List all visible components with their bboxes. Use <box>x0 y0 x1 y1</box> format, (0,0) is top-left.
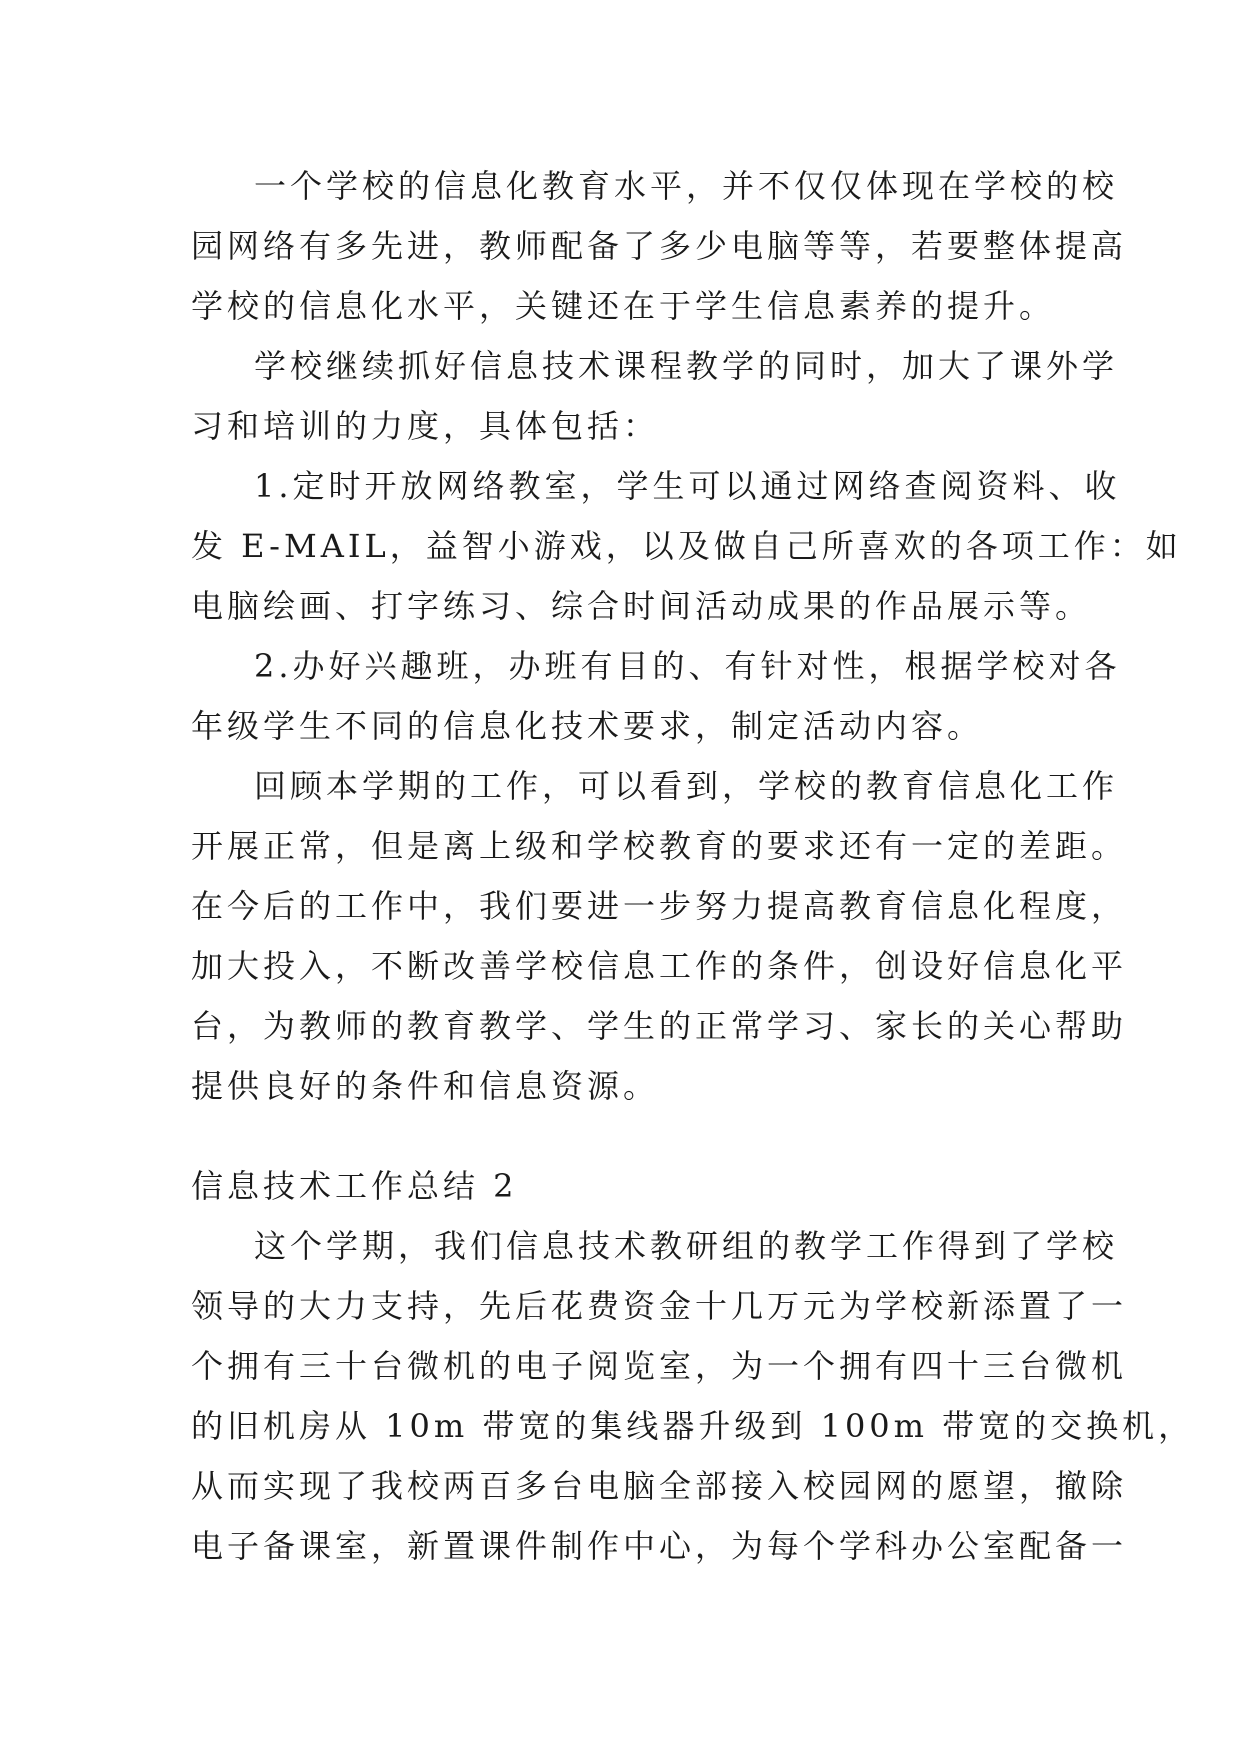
body-line: 从而实现了我校两百多台电脑全部接入校园网的愿望，撤除 <box>191 1467 1128 1505</box>
body-line: 提供良好的条件和信息资源。 <box>191 1067 660 1105</box>
body-line: 加大投入，不断改善学校信息工作的条件，创设好信息化平 <box>191 947 1128 985</box>
body-line: 领导的大力支持，先后花费资金十几万元为学校新添置了一 <box>191 1287 1128 1325</box>
body-line: 的旧机房从 10m 带宽的集线器升级到 100m 带宽的交换机， <box>191 1407 1195 1445</box>
body-line: 年级学生不同的信息化技术要求，制定活动内容。 <box>191 707 984 745</box>
body-line: 发 E-MAIL，益智小游戏，以及做自己所喜欢的各项工作：如 <box>191 527 1182 565</box>
body-line: 台，为教师的教育教学、学生的正常学习、家长的关心帮助 <box>191 1007 1128 1045</box>
section-heading: 信息技术工作总结 2 <box>191 1167 518 1205</box>
body-line: 回顾本学期的工作，可以看到，学校的教育信息化工作 <box>254 767 1119 805</box>
body-line: 一个学校的信息化教育水平，并不仅仅体现在学校的校 <box>254 167 1119 205</box>
list-item: 2.办好兴趣班，办班有目的、有针对性，根据学校对各 <box>254 647 1121 685</box>
body-line: 习和培训的力度，具体包括： <box>191 407 660 445</box>
body-line: 电子备课室，新置课件制作中心，为每个学科办公室配备一 <box>191 1527 1128 1565</box>
body-line: 这个学期，我们信息技术教研组的教学工作得到了学校 <box>254 1227 1119 1265</box>
body-line: 园网络有多先进，教师配备了多少电脑等等，若要整体提高 <box>191 227 1128 265</box>
body-line: 在今后的工作中，我们要进一步努力提高教育信息化程度， <box>191 887 1128 925</box>
list-item: 1.定时开放网络教室，学生可以通过网络查阅资料、收 <box>254 467 1121 505</box>
body-line: 学校继续抓好信息技术课程教学的同时，加大了课外学 <box>254 347 1119 385</box>
body-line: 电脑绘画、打字练习、综合时间活动成果的作品展示等。 <box>191 587 1092 625</box>
body-line: 个拥有三十台微机的电子阅览室，为一个拥有四十三台微机 <box>191 1347 1128 1385</box>
body-line: 学校的信息化水平，关键还在于学生信息素养的提升。 <box>191 287 1056 325</box>
body-line: 开展正常，但是离上级和学校教育的要求还有一定的差距。 <box>191 827 1128 865</box>
